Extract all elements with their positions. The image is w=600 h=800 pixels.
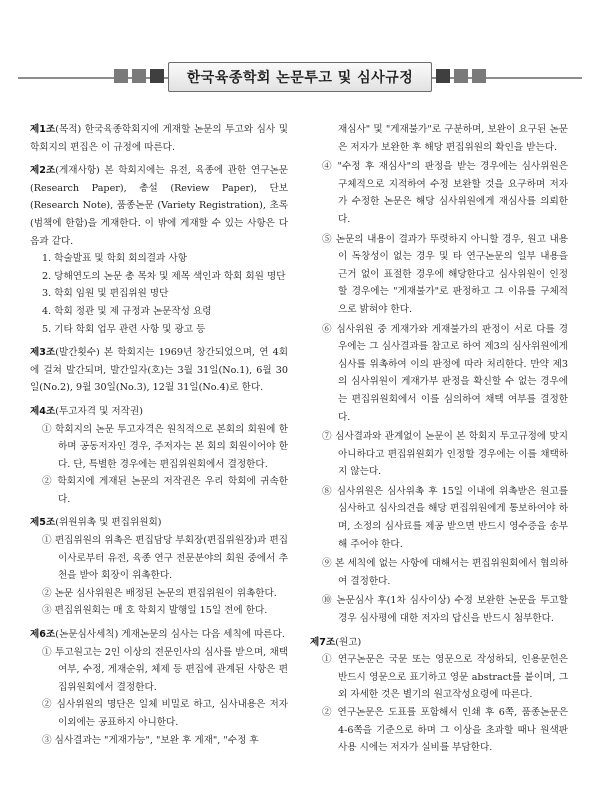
list-item: ① 연구논문은 국문 또는 영문으로 작성하되, 인용문헌은 반드시 영문으로 표기하고 영문 abstract를 붙이며, 그 외 자세한 것은 별기의 원고작성요령에 따른다. [322, 654, 568, 701]
list-item: 2. 당해연도의 논문 총 목차 및 제목 색인과 학회 회원 명단 [42, 270, 286, 282]
list-item: ⑧ 심사위원은 심사위촉 후 15일 이내에 위촉받은 원고를 심사하고 심사의견을 해당 편집위원에게 통보하여야 하며, 소정의 심사료를 제공 받으면 반드시 영수증을 송부해 주어야 한다. [322, 485, 568, 550]
article-7 [310, 634, 568, 652]
article-number: 제6조 [30, 629, 56, 641]
decor-square [150, 69, 164, 83]
page-title: 한국육종학회 논문투고 및 심사규정 [168, 62, 432, 92]
article-2 [30, 162, 288, 250]
list-item: ② 논문 심사위원은 배정된 논문의 편집위원이 위촉한다. [42, 587, 277, 599]
list-item: ① 편집위원의 위촉은 편집담당 부회장(편집위원장)과 편집이사로부터 유전, 육종 연구 전문분야의 회원 중에서 추천을 받아 회장이 위촉한다. [42, 535, 288, 582]
decor-square [114, 69, 128, 83]
article-number: 제4조 [30, 405, 56, 417]
list-item: ① 학회지의 논문 투고자격은 원칙적으로 본회의 회원에 한하며 공동저자인 경우, 주저자는 본 회의 회원이어야 한다. 단, 특별한 경우에는 편집위원회에서 결정한다. [42, 423, 288, 470]
list-item: ③ 편집위원회는 매 호 학회지 발행일 15일 전에 한다. [42, 605, 268, 617]
article-text: (원고) [335, 636, 362, 648]
article-1 [30, 121, 288, 156]
article-6 [30, 626, 288, 644]
list-item: ⑦ 심사결과와 관계없이 논문이 본 학회지 투고규정에 맞지 아니하다고 편집위원회가 인정할 경우에는 이를 채택하지 않는다. [322, 431, 568, 478]
article-3 [30, 344, 288, 397]
article-text: (게재사항) 본 학회지에는 유전, 육종에 관한 연구논문(Research Paper), 총설 (Review Paper), 단보 (Research Note), 품종논문 (Variety Registration), 초록 (범책에 한함)을 게재한다. 이 밖에 게재할 수 있는 사항은 다음과 같다. [30, 165, 288, 247]
article-text: (투고자격 및 저작권) [55, 405, 143, 417]
article-text: (위원위촉 및 편집위원회) [55, 517, 162, 529]
list-item: ⑨ 본 세칙에 없는 사항에 대해서는 편집위원회에서 협의하여 결정한다. [322, 558, 568, 587]
list-item: ④ "수정 후 재심사"의 판정을 받는 경우에는 심사위원은 구체적으로 지적하여 수정 보완할 것을 요구하며 저자가 수정한 논문은 해당 심사위원에게 재심사를 의뢰한다. [322, 161, 568, 225]
left-column [30, 121, 288, 749]
article-text: (논문심사세칙) 게재논문의 심사는 다음 세칙에 따른다. [55, 629, 285, 641]
list-item: ② 심사위원의 명단은 일체 비밀로 하고, 심사내용은 저자 이외에는 공표하지 아니한다. [42, 699, 288, 728]
decor-square [472, 69, 486, 83]
list-item: 4. 학회 정관 및 제 규정과 논문작성 요령 [42, 305, 212, 317]
list-item: ① 투고원고는 2인 이상의 전문인사의 심사를 받으며, 채택여부, 수정, 게재순위, 체제 등 편집에 관계된 사항은 편집위원회에서 결정한다. [42, 646, 288, 693]
article-5 [30, 514, 288, 532]
title-banner [18, 62, 582, 94]
article-number: 제7조 [310, 636, 336, 648]
list-item: ③ 심사결과는 "게재가능", "보완 후 게재", "수정 후 [42, 734, 259, 746]
article-4 [30, 403, 288, 421]
article-number: 제5조 [30, 517, 56, 529]
article-number: 제3조 [30, 347, 56, 359]
decor-square [436, 69, 450, 83]
article-number: 제2조 [30, 165, 56, 177]
list-item: ② 연구논문은 도표를 포함해서 인쇄 후 6쪽, 품종논문은 4-6쪽을 기준으로 하며 그 이상을 초과할 때나 원색판 사용 시에는 저자가 실비를 부담한다. [322, 707, 568, 754]
decor-square [132, 69, 146, 83]
article-text: (목적) 한국육종학회지에 게재할 논문의 투고와 심사 및 학회지의 편집은 이 규정에 따른다. [30, 124, 288, 153]
article-text: (발간횟수) 본 학회지는 1969년 창간되었으며, 연 4회에 걸쳐 발간되며, 발간일자(호)는 3월 31일(No.1), 6월 30일(No.2), 9월 30일(No.3), 12월 31일(No.4)로 한다. [30, 347, 288, 394]
list-item: 1. 학술발표 및 학회 회의결과 사항 [42, 253, 187, 265]
decor-square [454, 69, 468, 83]
list-item: ⑤ 논문의 내용이 결과가 뚜렷하지 아니할 경우, 원고 내용이 독창성이 없는 경우 및 타 연구논문의 일부 내용을 근거 없이 표절한 경우에 해당한다고 심사위원이 인정할 경우에는 "게재불가"로 판정하고 그 이유를 구체적으로 밝혀야 한다. [322, 233, 568, 315]
list-item-continued: 재심사" 및 "게재불가"로 구분하며, 보완이 요구된 논문은 저자가 보완한 후 해당 편집위원의 확인을 받는다. [338, 124, 568, 153]
article-number: 제1조 [30, 124, 56, 135]
right-column [310, 121, 568, 757]
list-item: 3. 학회 임원 및 편집위원 명단 [42, 288, 169, 300]
list-item: ⑥ 심사위원 중 게재가와 게재불가의 판정이 서로 다를 경우에는 그 심사결과를 참고로 하여 제3의 심사위원에게 심사를 위촉하여 이의 판정에 따라 처리한다. 만약 제3의 심사위원이 게재가부 판정을 확신할 수 없는 경우에는 편집위원회에서 이를 심의하여 채택 여부를 결정한다. [322, 323, 568, 423]
list-item: ② 학회지에 게재된 논문의 저작권은 우리 학회에 귀속한다. [42, 476, 288, 505]
list-item: 5. 기타 학회 업무 관련 사항 및 광고 등 [42, 323, 206, 335]
list-item: ⑩ 논문심사 후(1차 심사이상) 수정 보완한 논문을 투고할 경우 심사평에 대한 저자의 답신을 반드시 첨부한다. [322, 595, 568, 625]
